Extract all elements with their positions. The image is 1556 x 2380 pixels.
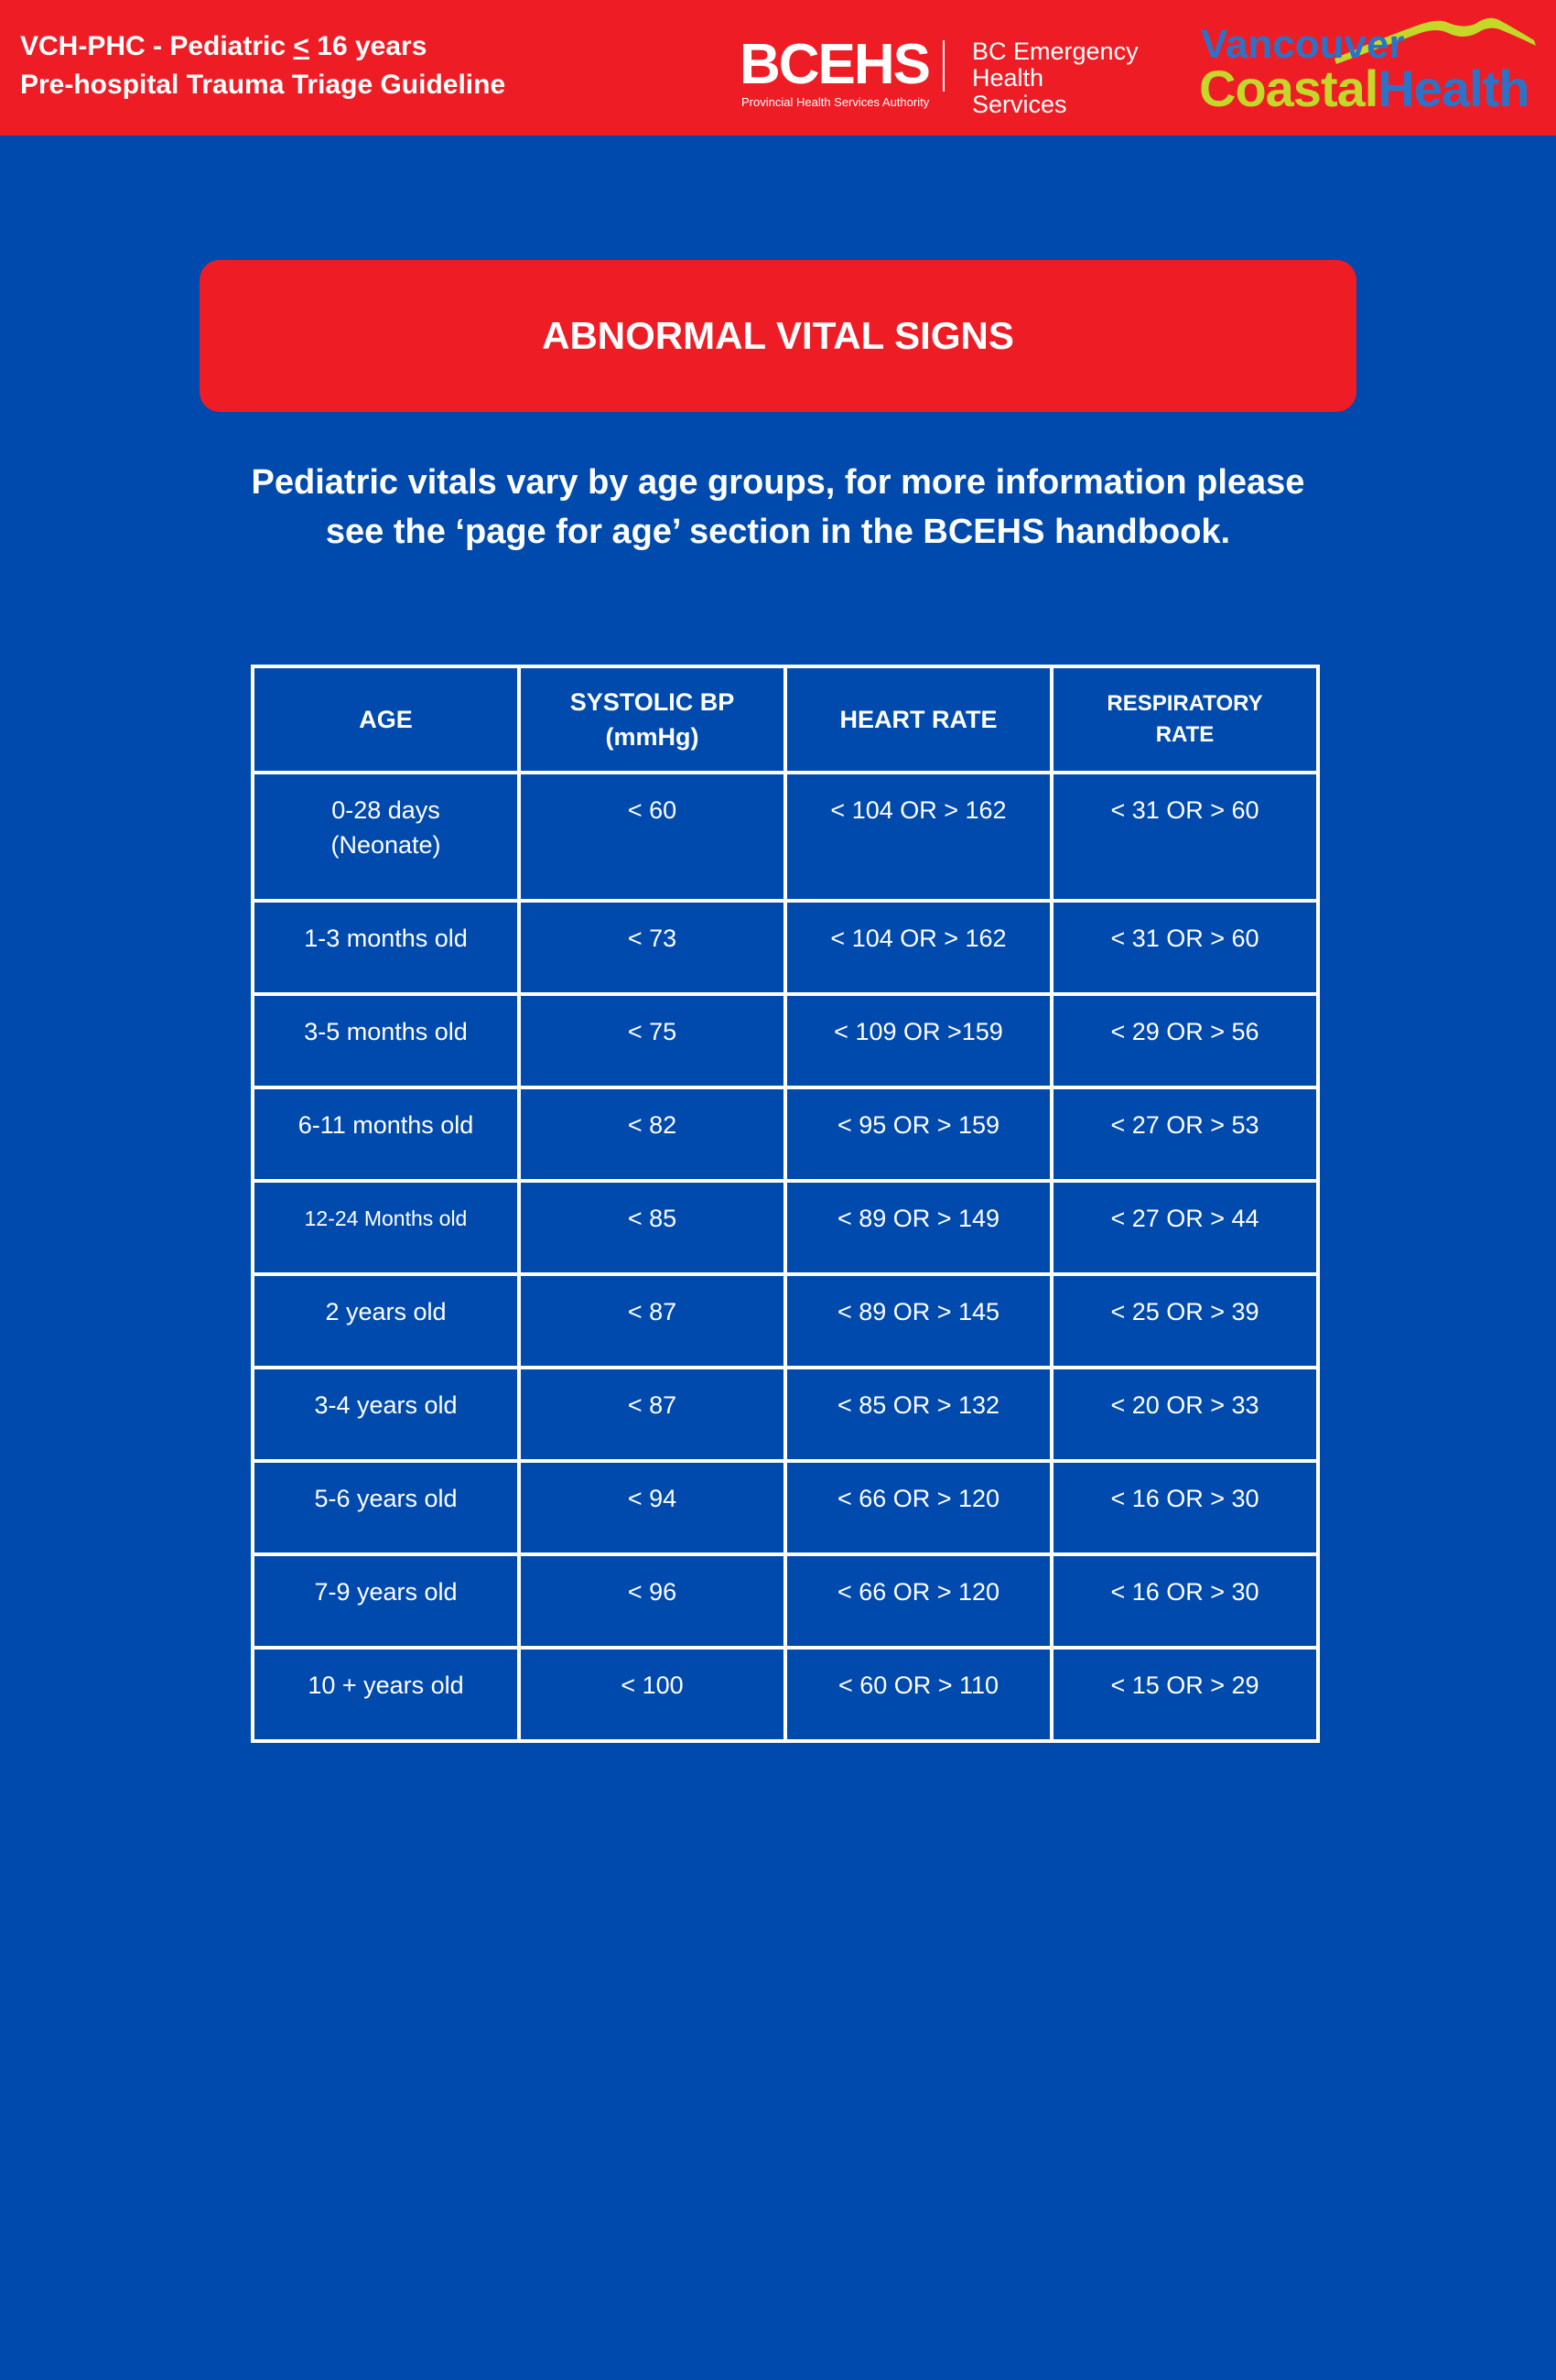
- bcehs-tagline: Provincial Health Services Authority: [741, 95, 930, 109]
- cell-age: 0-28 days (Neonate): [253, 773, 519, 901]
- vital-signs-table: [251, 665, 1320, 1743]
- cell-age: 1-3 months old: [253, 901, 519, 994]
- cell-heart-rate: < 85 OR > 132: [785, 1368, 1052, 1461]
- cell-systolic-bp: < 100: [519, 1648, 785, 1741]
- table-row: [253, 1368, 1318, 1461]
- cell-respiratory-rate: < 27 OR > 44: [1052, 1181, 1318, 1274]
- cell-respiratory-rate: < 16 OR > 30: [1052, 1554, 1318, 1648]
- cell-age: 5-6 years old: [253, 1461, 519, 1554]
- cell-systolic-bp: < 60: [519, 773, 785, 901]
- vch-wordmark-line1: Vancouver: [1201, 22, 1405, 67]
- cell-respiratory-rate: < 25 OR > 39: [1052, 1274, 1318, 1368]
- cell-heart-rate: < 66 OR > 120: [785, 1554, 1052, 1648]
- cell-heart-rate: < 109 OR >159: [785, 994, 1052, 1087]
- cell-respiratory-rate: < 31 OR > 60: [1052, 901, 1318, 994]
- cell-respiratory-rate: < 16 OR > 30: [1052, 1461, 1318, 1554]
- header-heart-rate: HEART RATE: [785, 666, 1052, 773]
- header-systolic-bp: SYSTOLIC BP (mmHg): [519, 666, 785, 773]
- cell-respiratory-rate: < 29 OR > 56: [1052, 994, 1318, 1087]
- cell-heart-rate: < 60 OR > 110: [785, 1648, 1052, 1741]
- cell-heart-rate: < 104 OR > 162: [785, 901, 1052, 994]
- bcehs-logo-divider: [943, 40, 945, 92]
- cell-age: 2 years old: [253, 1274, 519, 1368]
- cell-systolic-bp: < 87: [519, 1274, 785, 1368]
- document-title-line1: VCH-PHC - Pediatric < 16 years: [20, 31, 427, 61]
- cell-systolic-bp: < 96: [519, 1554, 785, 1648]
- cell-age: 6-11 months old: [253, 1087, 519, 1181]
- header-age: AGE: [253, 666, 519, 773]
- cell-systolic-bp: < 87: [519, 1368, 785, 1461]
- header-bar: [0, 0, 1556, 135]
- cell-systolic-bp: < 82: [519, 1087, 785, 1181]
- table-row: [253, 994, 1318, 1087]
- cell-age: 12-24 Months old: [253, 1181, 519, 1274]
- section-banner: [200, 260, 1356, 412]
- cell-heart-rate: < 95 OR > 159: [785, 1087, 1052, 1181]
- table-row: [253, 1274, 1318, 1368]
- section-title: ABNORMAL VITAL SIGNS: [542, 314, 1014, 357]
- table-row: [253, 1181, 1318, 1274]
- table-row: [253, 1554, 1318, 1648]
- cell-heart-rate: < 104 OR > 162: [785, 773, 1052, 901]
- cell-heart-rate: < 89 OR > 149: [785, 1181, 1052, 1274]
- table-row: [253, 773, 1318, 901]
- bcehs-wordmark: BCEHS: [740, 33, 930, 96]
- cell-systolic-bp: < 73: [519, 901, 785, 994]
- cell-respiratory-rate: < 20 OR > 33: [1052, 1368, 1318, 1461]
- cell-respiratory-rate: < 27 OR > 53: [1052, 1087, 1318, 1181]
- document-title-line2: Pre-hospital Trauma Triage Guideline: [20, 70, 506, 100]
- cell-age: 3-5 months old: [253, 994, 519, 1087]
- header-respiratory-rate: RESPIRATORY RATE: [1052, 666, 1318, 773]
- cell-age: 10 + years old: [253, 1648, 519, 1741]
- table-row: [253, 1648, 1318, 1741]
- cell-respiratory-rate: < 15 OR > 29: [1052, 1648, 1318, 1741]
- cell-heart-rate: < 66 OR > 120: [785, 1461, 1052, 1554]
- cell-respiratory-rate: < 31 OR > 60: [1052, 773, 1318, 901]
- document-title: [20, 27, 505, 104]
- table-row: [253, 1087, 1318, 1181]
- vch-wordmark-line2: CoastalHealth: [1199, 60, 1529, 117]
- vch-logo: [1197, 13, 1545, 119]
- table-row: [253, 1461, 1318, 1554]
- table-row: [253, 901, 1318, 994]
- cell-systolic-bp: < 75: [519, 994, 785, 1087]
- cell-age: 3-4 years old: [253, 1368, 519, 1461]
- cell-systolic-bp: < 85: [519, 1181, 785, 1274]
- cell-age: 7-9 years old: [253, 1554, 519, 1648]
- cell-heart-rate: < 89 OR > 145: [785, 1274, 1052, 1368]
- bcehs-full-name: BC Emergency Health Services: [972, 38, 1139, 118]
- bcehs-logo: [740, 33, 1142, 118]
- cell-systolic-bp: < 94: [519, 1461, 785, 1554]
- intro-note: Pediatric vitals vary by age groups, for more information please see the ‘page for age’ section in the BCEHS handbook.: [251, 463, 1305, 551]
- less-equal-symbol: <: [293, 31, 309, 61]
- table-header-row: [253, 666, 1318, 773]
